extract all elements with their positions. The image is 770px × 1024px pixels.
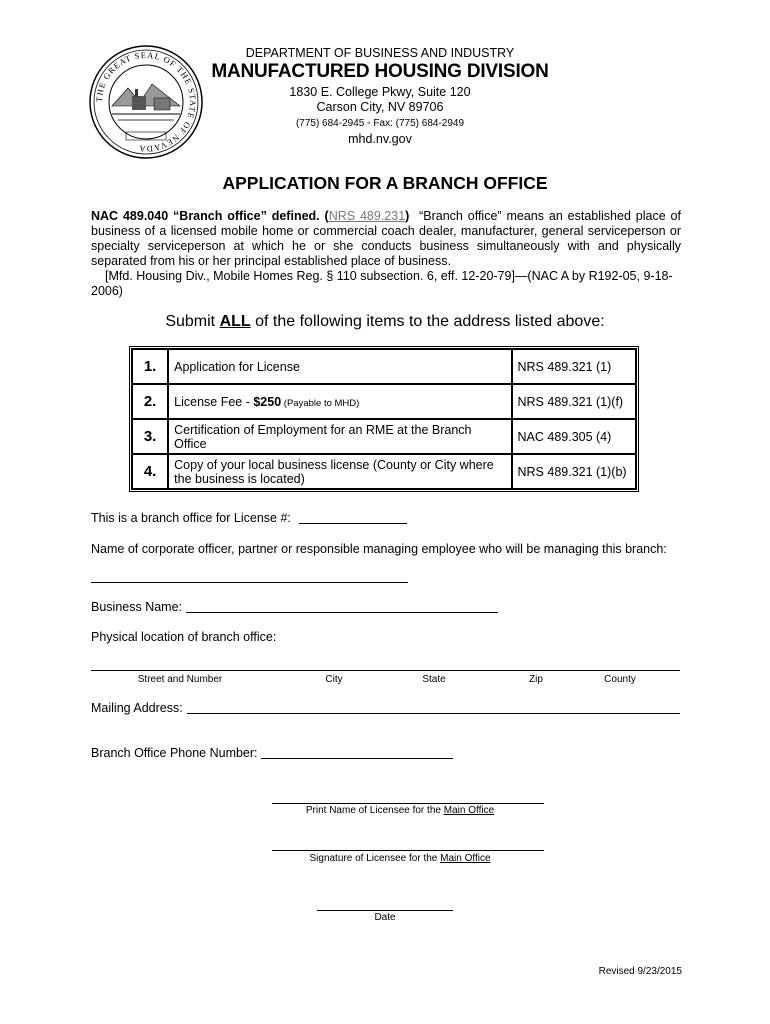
website: mhd.nv.gov (348, 132, 412, 146)
submit-suffix: of the following items to the address listed above: (250, 313, 605, 330)
print-name-caption (272, 805, 528, 816)
item-description: Certification of Employment for an RME at the Branch Office (168, 419, 511, 454)
caption-county: County (604, 674, 636, 685)
manager-input[interactable] (91, 582, 408, 583)
item-reference: NAC 489.305 (4) (512, 419, 637, 454)
date-caption: Date (374, 912, 396, 923)
signature-caption (272, 853, 528, 864)
table-row (132, 419, 636, 454)
fee-amount: $250 (253, 394, 282, 409)
mailing-address-input[interactable] (187, 713, 680, 714)
item-reference: NRS 489.321 (1)(f) (512, 384, 637, 419)
fee-note: (Payable to MHD) (281, 397, 360, 409)
table-row (132, 384, 636, 419)
definition-body: “Branch office” means an established place of business of a licensed mobile home or commercial coach dealer, manufacturer, general serviceperson or specialty serviceperson at which he or she conducts business simultaneously with and physically separated from his or her principal established place of business. (91, 209, 681, 268)
phone-fax: (775) 684-2945 ◦ Fax: (775) 684-2949 (295, 118, 465, 129)
caption-city: City (325, 674, 343, 685)
address-line-2: Carson City, NV 89706 (316, 100, 444, 114)
print-name-text: Print Name of Licensee for the (305, 805, 444, 816)
table-row (132, 349, 636, 384)
physical-location-input[interactable] (91, 670, 680, 671)
item-number: 1. (132, 349, 168, 384)
signature-text: Signature of Licensee for the (309, 853, 441, 864)
definition-heading-close: ) (405, 209, 410, 223)
item-number: 2. (132, 384, 168, 419)
division-name: MANUFACTURED HOUSING DIVISION (211, 61, 549, 82)
mailing-address-label: Mailing Address: (91, 701, 183, 715)
revision-date: Revised 9/23/2015 (598, 966, 682, 977)
license-number-label: This is a branch office for License #: (91, 511, 291, 525)
required-items-table (129, 346, 639, 492)
item-reference: NRS 489.321 (1)(b) (512, 454, 637, 489)
submit-prefix: Submit (165, 313, 220, 330)
caption-street: Street and Number (137, 674, 223, 685)
main-office-text: Main Office (440, 853, 491, 864)
business-name-label: Business Name: (91, 600, 183, 614)
form-title: APPLICATION FOR A BRANCH OFFICE (222, 173, 548, 193)
manager-label: Name of corporate officer, partner or responsible managing employee who will be managing this branch: (91, 542, 667, 556)
address-line-1: 1830 E. College Pkwy, Suite 120 (289, 85, 471, 99)
license-number-input[interactable] (299, 523, 407, 524)
item-number: 4. (132, 454, 168, 489)
phone-label: Branch Office Phone Number: (91, 746, 258, 760)
business-name-input[interactable] (186, 612, 498, 613)
item-number: 3. (132, 419, 168, 454)
print-name-input[interactable] (272, 803, 544, 804)
date-input[interactable] (317, 910, 453, 911)
submit-instructions (0, 313, 770, 331)
definition-paragraph (91, 209, 681, 299)
physical-location-label: Physical location of branch office: (91, 630, 277, 644)
svg-text:THE GREAT SEAL OF THE STATE OF: THE GREAT SEAL OF THE STATE OF NEVADA (93, 49, 199, 155)
item-desc-text: License Fee - (174, 394, 254, 409)
item-description: Copy of your local business license (County or City where the business is located) (168, 454, 511, 489)
definition-heading: NAC 489.040 “Branch office” defined. ( (91, 209, 329, 223)
table-row (132, 454, 636, 489)
item-reference: NRS 489.321 (1) (512, 349, 637, 384)
department-name: DEPARTMENT OF BUSINESS AND INDUSTRY (245, 46, 515, 60)
nrs-link[interactable]: NRS 489.231 (328, 209, 406, 223)
definition-history: [Mfd. Housing Div., Mobile Homes Reg. § 110 subsection. 6, eff. 12-20-79]—(NAC A by R192-05, 9-18-2006) (91, 269, 673, 298)
item-description: Application for License (168, 349, 511, 384)
caption-state: State (422, 674, 446, 685)
main-office-text: Main Office (443, 805, 495, 816)
submit-emphasis: ALL (219, 313, 251, 330)
caption-zip: Zip (529, 674, 543, 685)
signature-input[interactable] (272, 850, 544, 851)
item-description (168, 384, 511, 419)
phone-input[interactable] (261, 758, 453, 759)
